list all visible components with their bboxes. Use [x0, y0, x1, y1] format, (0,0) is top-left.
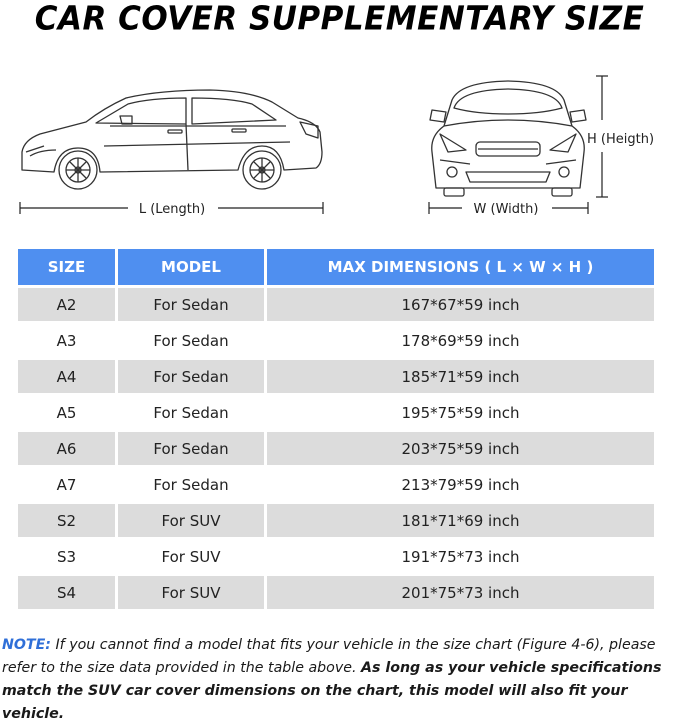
model-cell: For Sedan — [118, 360, 264, 393]
table-row — [18, 396, 654, 429]
model-cell: For Sedan — [118, 288, 264, 321]
table-row — [18, 288, 654, 321]
width-label: W (Width) — [473, 202, 539, 217]
model-cell: For SUV — [118, 540, 264, 573]
size-cell: A5 — [18, 396, 115, 429]
length-label: L (Length) — [138, 202, 206, 217]
dims-cell: 213*79*59 inch — [267, 468, 654, 501]
size-cell: A6 — [18, 432, 115, 465]
note-paragraph — [2, 634, 678, 726]
model-cell: For Sedan — [118, 396, 264, 429]
height-label: H (Heigth) — [587, 132, 655, 147]
model-cell: For Sedan — [118, 432, 264, 465]
model-cell: For Sedan — [118, 324, 264, 357]
dims-cell: 185*71*59 inch — [267, 360, 654, 393]
note-bold-text: As long as your vehicle specifications match the SUV car cover dimensions on the chart, this model will also fit your vehicle. — [2, 660, 662, 722]
wheel-icon — [59, 151, 281, 189]
size-cell: A7 — [18, 468, 115, 501]
dims-cell: 191*75*73 inch — [267, 540, 654, 573]
table-row — [18, 540, 654, 573]
size-table — [15, 246, 657, 612]
dims-cell: 195*75*59 inch — [267, 396, 654, 429]
sedan-side-view-icon — [22, 90, 322, 172]
model-cell: For Sedan — [118, 468, 264, 501]
car-front-view-icon — [430, 81, 586, 196]
dims-cell: 178*69*59 inch — [267, 324, 654, 357]
dims-cell: 167*67*59 inch — [267, 288, 654, 321]
car-dimension-diagram — [0, 60, 679, 230]
header-size: SIZE — [18, 249, 115, 285]
header-max-dimensions: MAX DIMENSIONS ( L × W × H ) — [267, 249, 654, 285]
page-title: CAR COVER SUPPLEMENTARY SIZE — [34, 0, 645, 38]
size-cell: S4 — [18, 576, 115, 609]
dims-cell: 203*75*59 inch — [267, 432, 654, 465]
table-row — [18, 468, 654, 501]
note-label: NOTE: — [2, 637, 51, 653]
table-row — [18, 576, 654, 609]
note-text: If you cannot find a model that fits your vehicle in the size chart (Figure 4-6), please refer to the size data provided in the table above. — [2, 637, 656, 676]
header-model: MODEL — [118, 249, 264, 285]
model-cell: For SUV — [118, 576, 264, 609]
size-cell: S3 — [18, 540, 115, 573]
table-header-row — [18, 249, 654, 285]
size-cell: A3 — [18, 324, 115, 357]
size-cell: A4 — [18, 360, 115, 393]
dims-cell: 201*75*73 inch — [267, 576, 654, 609]
size-cell: S2 — [18, 504, 115, 537]
table-row — [18, 432, 654, 465]
table-row — [18, 504, 654, 537]
size-cell: A2 — [18, 288, 115, 321]
model-cell: For SUV — [118, 504, 264, 537]
dims-cell: 181*71*69 inch — [267, 504, 654, 537]
table-row — [18, 360, 654, 393]
table-row — [18, 324, 654, 357]
